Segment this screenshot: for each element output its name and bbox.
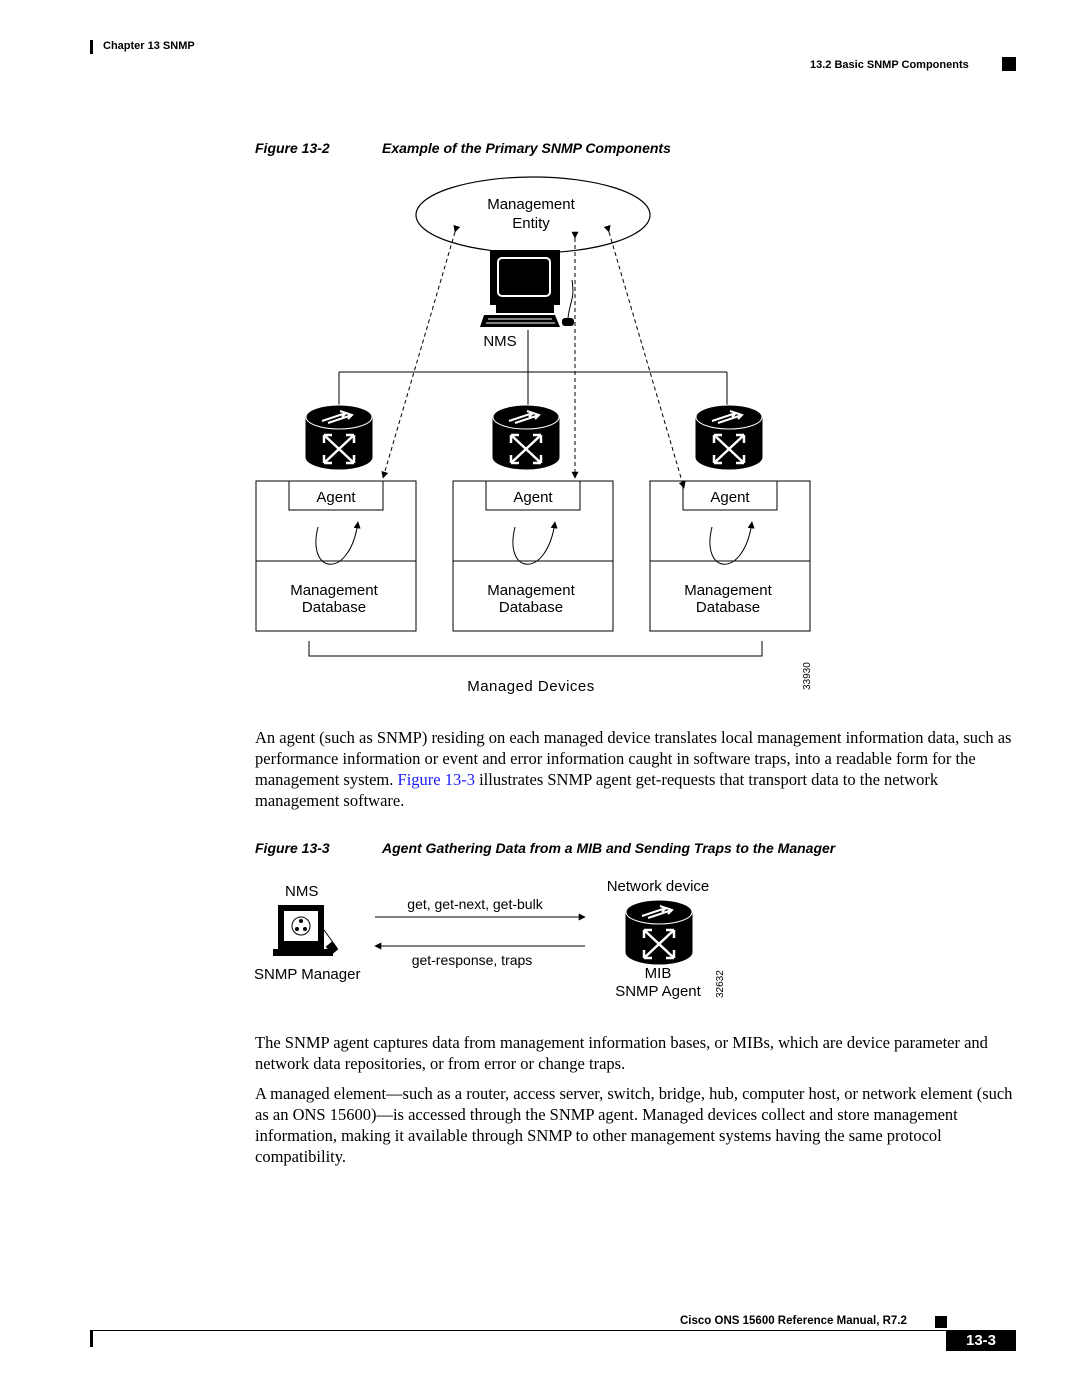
db-line1: Management (684, 582, 772, 599)
db-line1: Management (487, 582, 575, 599)
figure-3-link[interactable]: Figure 13-3 (397, 770, 475, 789)
page-number: 13-3 (946, 1331, 1016, 1351)
footer-left-bar (90, 1331, 93, 1347)
mib-label: MIB (644, 965, 672, 982)
db-line1: Management (290, 582, 378, 599)
figure-3-diagram (0, 860, 1080, 1010)
managed-device-1 (256, 481, 416, 631)
db-line2: Database (301, 599, 367, 616)
snmp-agent-label: SNMP Agent (615, 983, 701, 1000)
managed-device-3 (650, 481, 810, 631)
figure-3-title: Agent Gathering Data from a MIB and Sending Traps to the Manager (382, 840, 836, 856)
snmp-manager-workstation-icon (273, 905, 338, 956)
db-line2: Database (695, 599, 761, 616)
request-label: get, get-next, get-bulk (407, 896, 543, 912)
section-header: 13.2 Basic SNMP Components (810, 59, 969, 71)
response-label: get-response, traps (411, 952, 533, 968)
paragraph-3: A managed element—such as a router, access server, switch, bridge, hub, computer host, or network element (such as an ONS 15600)—is accessed through the SNMP agent. Managed devices collect and store management information, making it available through SNMP to other management systems having the same protocol compatibility. (255, 1084, 1013, 1166)
network-device-router-icon (626, 900, 692, 964)
figure-2-number: Figure 13-2 (255, 140, 330, 156)
figure-2-id: 33930 (802, 662, 813, 690)
paragraph-1-text-a: An agent (such as SNMP) residing on each managed device translates local management information data, such as performance information or event and error information caught in software traps, into a readable form for the management system. (255, 728, 1012, 789)
footer-marker (935, 1316, 947, 1328)
figure-3-number: Figure 13-3 (255, 840, 330, 856)
managed-device-2 (453, 481, 613, 631)
agent-label: Agent (316, 489, 356, 506)
paragraph-2: The SNMP agent captures data from management information bases, or MIBs, which are device parameter and network data repositories, or from error or change traps. (255, 1033, 988, 1073)
nms-label: NMS (285, 883, 319, 900)
figure-2-title: Example of the Primary SNMP Components (382, 140, 671, 156)
snmp-manager-label: SNMP Manager (254, 966, 361, 983)
figure-3-id: 32632 (715, 970, 726, 998)
entity-line2: Entity (512, 215, 550, 232)
router-icon (306, 405, 372, 469)
db-line2: Database (498, 599, 564, 616)
nms-label: NMS (483, 333, 517, 350)
agent-label: Agent (710, 489, 750, 506)
router-icon (696, 405, 762, 469)
footer-manual-title: Cisco ONS 15600 Reference Manual, R7.2 (680, 1315, 907, 1327)
paragraph-1 (255, 727, 1025, 811)
router-icon (493, 405, 559, 469)
nms-workstation-icon (480, 250, 574, 327)
agent-label: Agent (513, 489, 553, 506)
entity-line1: Management (487, 196, 575, 213)
network-device-label: Network device (606, 878, 710, 895)
chapter-header: Chapter 13 SNMP (103, 40, 195, 52)
paragraph-1-text-b: illustrates SNMP agent get-requests that transport data to the network management software. (255, 770, 939, 810)
footer-rule (90, 1330, 1016, 1331)
managed-devices-label: Managed Devices (467, 678, 595, 695)
